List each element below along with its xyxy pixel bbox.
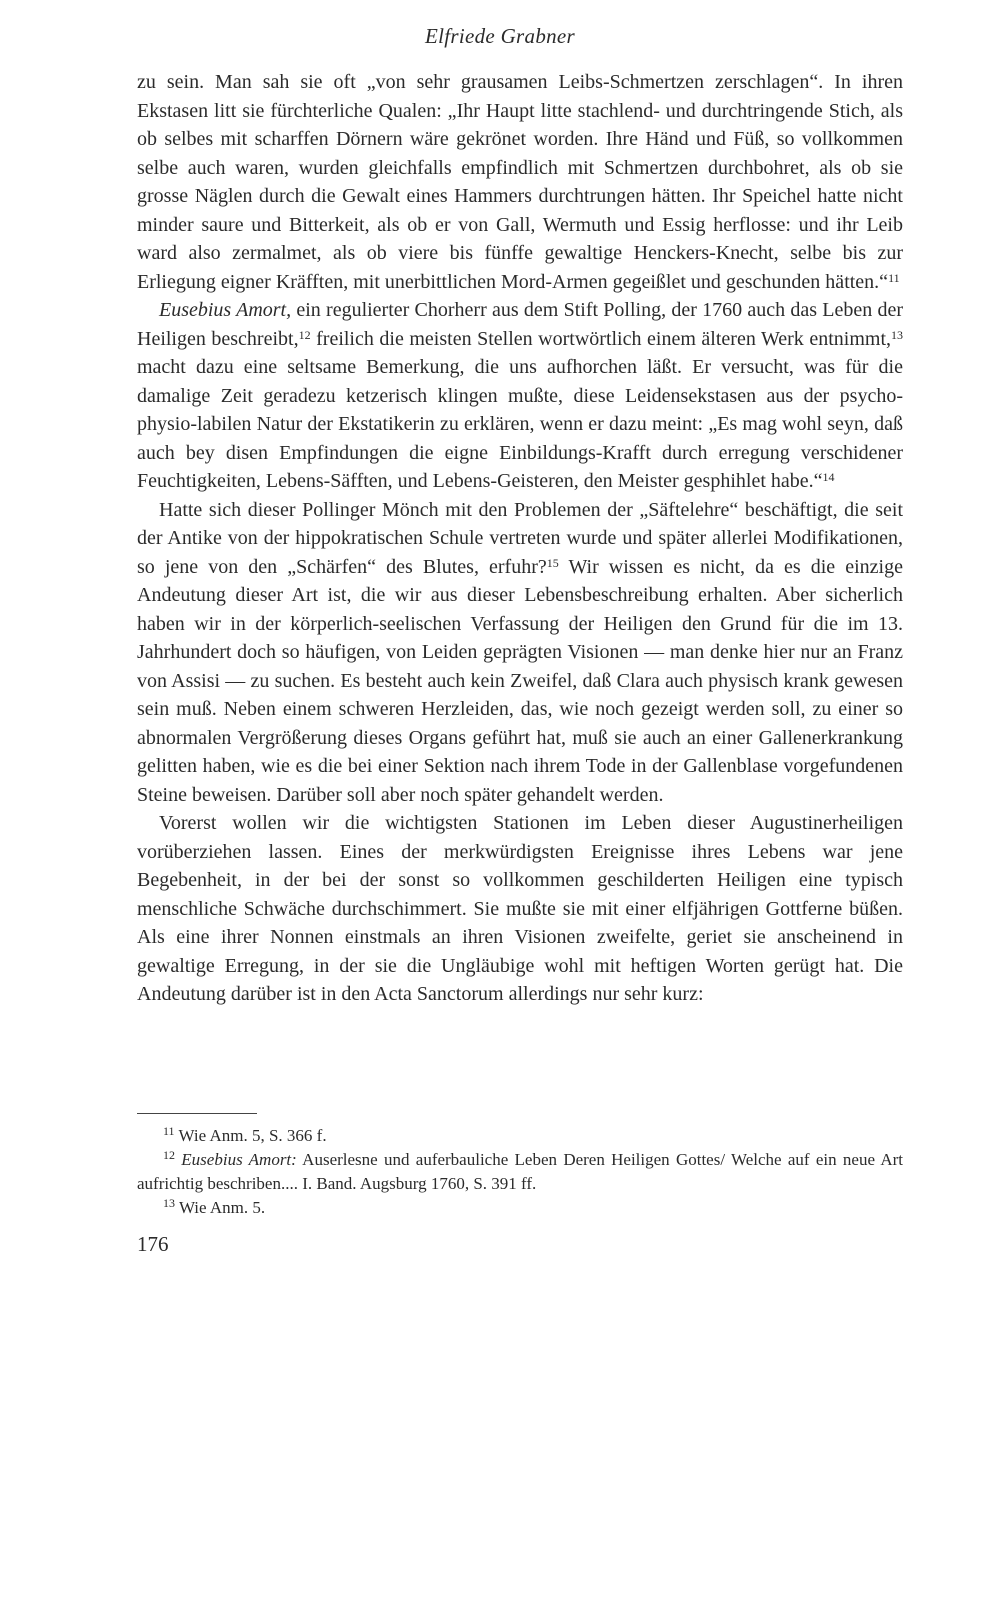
paragraph-text: freilich die meisten Stellen wortwörtlich einem älteren Werk entnimmt, [310,327,891,350]
paragraph-text: ein regulierter Chorherr aus dem Stift Polling, der 1760 auch das Leben der Heiligen beschreibt, [137,299,903,350]
footnote-number: 12 [163,1148,175,1162]
footnote-number: 13 [163,1196,175,1210]
paragraph-text: macht dazu eine seltsame Bemerkung, die uns aufhorchen läßt. Er versucht, was für die damalige Zeit geradezu ketzerisch klingen mußte, diese Leidensekstasen aus der psycho-physio-labilen Natur der Ekstatikerin zu erklären, wenn er dazu meint: „Es mag wohl seyn, daß auch bey disen Empfindungen die eigne Einbildungs-Krafft durch erregung verschidener Feuchtigkeiten, Lebens-Säfften, und Lebens-Geisteren, den Meister gesphihlet habe.“ [137,356,903,492]
paragraph [137,296,903,496]
footnote-text: Wie Anm. 5. [175,1198,266,1217]
running-head: Elfriede Grabner [424,24,576,48]
footnote-number: 11 [163,1124,175,1138]
paragraph-text: Hatte sich dieser Pollinger Mönch mit den Problemen der „Säftelehre“ beschäftigt, die seit der Antike von der hippokratischen Schule vertreten wurde und später allerlei Modifikationen, so jene von den „Schärfen“ des Blutes, erfuhr? [137,498,903,578]
paragraph-text: zu sein. Man sah sie oft „von sehr grausamen Leibs-Schmertzen zerschlagen“. In ihren Ekstasen litt sie fürchterliche Qualen: „Ihr Haupt litte stachlend- und durchtringende Stich, als ob selbes mit scharffen Dörnern wäre gekrönet worden. Ihre Händ und Füß, so vollkommen selbe auch waren, wurden gleichfalls empfindlich mit Schmertzen durchbohret, als ob sie grosse Näglen durch die Gewalt eines Hammers durchtrungen hätten. Ihr Speichel hatte nicht minder saure und Bitterkeit, als ob er von Gall, Wermuth und Essig herflosse: und ihr Leib ward also zermalmet, als ob viere bis fünffe gewaltige Henckers-Knecht, selbe bis zur Erliegung eigner Kräfften, mit unerbittlichen Mord-Armen gegeißlet und geschunden hätten.“ [137,71,903,293]
footnote [137,1196,903,1220]
footnote-author: Eusebius Amort: [181,1150,297,1169]
footnote-ref[interactable]: 11 [888,270,900,285]
paragraph [137,809,903,1009]
footnote-ref[interactable]: 13 [891,327,903,342]
footnote-ref[interactable]: 12 [298,327,311,342]
footnote-ref[interactable]: 15 [546,555,559,570]
footnotes [137,1124,903,1220]
main-text [137,68,903,1009]
footnote [137,1148,903,1196]
footnote-divider [137,1113,257,1114]
footnote-ref[interactable]: 14 [822,470,835,484]
paragraph-text: Wir wissen es nicht, da es die einzige Andeutung dieser Art ist, die wir aus dieser Lebensbeschreibung erhalten. Aber sicherlich haben wir in der körperlich-seelischen Verfassung der Heiligen den Grund für die im 13. Jahrhundert doch so häufigen, von Leiden geprägten Visionen — man denke hier nur an Franz von Assisi — zu suchen. Es besteht auch kein Zweifel, daß Clara auch physisch krank gewesen sein muß. Neben einem schweren Herzleiden, das, wie noch gezeigt werden soll, zu einer so abnormalen Vergrößerung dieses Organs geführt hat, muß sie auch an einer Gallenerkrankung gelitten haben, wie es die bei einer Sektion nach ihrem Tode in der Gallenblase vorgefundenen Steine beweisen. Darüber soll aber noch später gehandelt werden. [137,555,903,806]
footnote-text: Auserlesne und auferbauliche Leben Deren Heiligen Gottes/ Welche auf ein neue Art aufrichtig beschriben.... I. Band. Augsburg 1760, S. 391 ff. [137,1150,904,1193]
footnote [137,1124,903,1148]
paragraph [137,68,903,296]
paragraph [137,496,903,810]
paragraph-text: Vorerst wollen wir die wichtigsten Stationen im Leben dieser Augustinerheiligen vorüberziehen lassen. Eines der merkwürdigsten Ereignisse ihres Lebens war jene Begebenheit, in der bei der sonst so vollkommen geschilderten Heiligen eine typisch menschliche Schwäche durchschimmert. Sie mußte sie mit einer elfjährigen Gottferne büßen. Als eine ihrer Nonnen einstmals an ihren Visionen zweifelte, geriet sie anscheinend in gewaltige Erregung, in der sie die Ungläubige wohl mit heftigen Worten gerügt hat. Die Andeutung darüber ist in den Acta Sanctorum allerdings nur sehr kurz: [137,812,903,1005]
footnote-text: Wie Anm. 5, S. 366 f. [174,1126,327,1145]
page-number: 176 [137,1232,169,1256]
author-name: Eusebius Amort, [159,299,292,321]
